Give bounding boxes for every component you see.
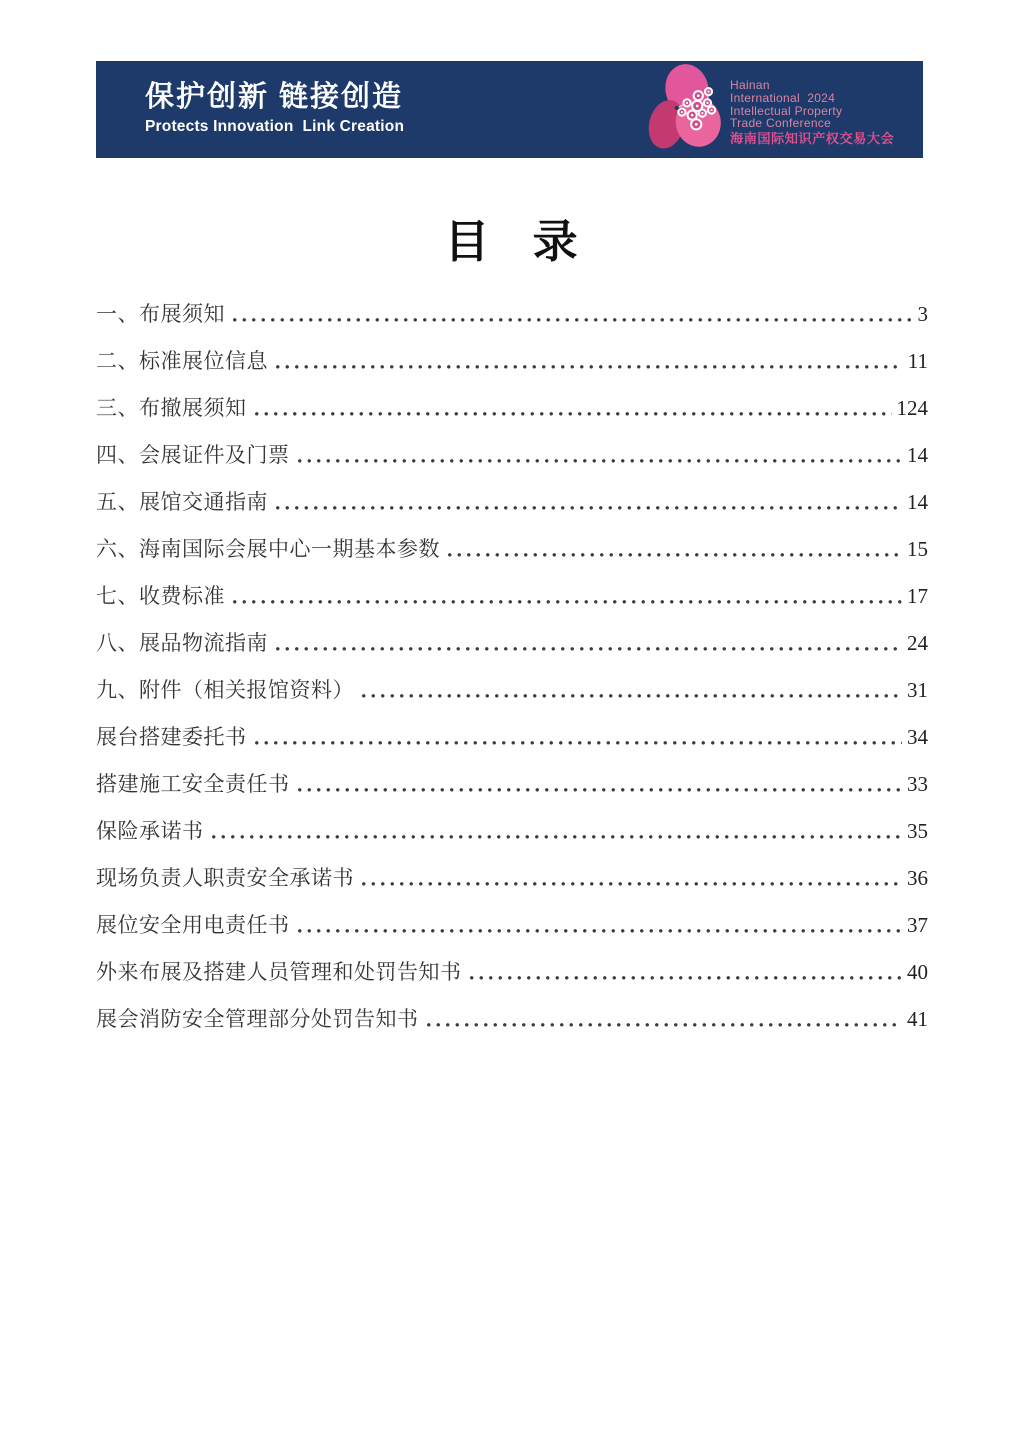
toc-entry-label: 五、展馆交通指南 (96, 490, 268, 514)
toc-entry-label: 七、收费标准 (96, 584, 225, 608)
toc-entry[interactable] (96, 855, 928, 902)
toc-entry-page: 124 (896, 396, 928, 420)
toc-entry[interactable] (96, 432, 928, 479)
slogan-chinese: 保护创新 链接创造 (145, 81, 404, 113)
toc-entry-page: 3 (917, 302, 928, 326)
toc-entry-page: 14 (907, 443, 928, 467)
header-banner (96, 61, 923, 158)
logo-text-line2: International 2024 (730, 90, 836, 105)
toc-entry-label: 九、附件（相关报馆资料） (96, 678, 354, 702)
toc-entry-label: 现场负责人职责安全承诺书 (96, 866, 354, 890)
toc-entry[interactable] (96, 996, 928, 1043)
toc-entry[interactable] (96, 338, 928, 385)
toc-entry-page: 11 (907, 349, 928, 373)
toc-entry-page: 33 (907, 772, 928, 796)
toc-entry[interactable] (96, 808, 928, 855)
toc-entry-label: 四、会展证件及门票 (96, 443, 290, 467)
toc-entry-page: 15 (907, 537, 928, 561)
toc-entry[interactable] (96, 385, 928, 432)
logo-text-line4: Trade Conference (730, 116, 832, 131)
toc-entry[interactable] (96, 620, 928, 667)
toc-leader-dots (251, 398, 892, 420)
slogan-english: Protects Innovation Link Creation (145, 117, 405, 135)
toc-leader-dots (294, 915, 903, 937)
toc-entry-page: 17 (907, 584, 928, 608)
toc-entry-page: 41 (907, 1007, 928, 1031)
toc-entry-page: 35 (907, 819, 928, 843)
conference-logo-text (730, 63, 894, 146)
toc-entry-label: 展会消防安全管理部分处罚告知书 (96, 1007, 419, 1031)
toc-entry-label: 三、布撤展须知 (96, 396, 247, 420)
toc-leader-dots (229, 586, 902, 608)
toc-entry[interactable] (96, 902, 928, 949)
toc-entry-label: 二、标准展位信息 (96, 349, 268, 373)
toc-entry-page: 31 (907, 678, 928, 702)
toc-entry-page: 36 (907, 866, 928, 890)
toc-leader-dots (272, 492, 902, 514)
logo-text-line1: Hainan (730, 78, 770, 92)
toc-entry[interactable] (96, 761, 928, 808)
toc-entry-label: 展位安全用电责任书 (96, 913, 290, 937)
toc-entry-page: 34 (907, 725, 928, 749)
toc-entry[interactable] (96, 667, 928, 714)
toc-leader-dots (272, 351, 903, 373)
header-slogan (145, 82, 404, 136)
toc-leader-dots (358, 868, 902, 890)
toc-entry-label: 六、海南国际会展中心一期基本参数 (96, 537, 440, 561)
toc-entry-label: 保险承诺书 (96, 819, 204, 843)
toc-leader-dots (423, 1009, 903, 1031)
toc-leader-dots (272, 633, 902, 655)
toc-leader-dots (444, 539, 902, 561)
toc-entry-label: 一、布展须知 (96, 302, 225, 326)
toc-leader-dots (251, 727, 903, 749)
toc-entry-page: 40 (907, 960, 928, 984)
toc-entry[interactable] (96, 573, 928, 620)
toc-entry-page: 14 (907, 490, 928, 514)
toc-entry-label: 外来布展及搭建人员管理和处罚告知书 (96, 960, 462, 984)
toc-entry-label: 展台搭建委托书 (96, 725, 247, 749)
toc-list (96, 291, 928, 1043)
logo-text-line3: Intellectual Property (730, 103, 843, 118)
toc-entry-page: 24 (907, 631, 928, 655)
toc-entry-label: 搭建施工安全责任书 (96, 772, 290, 796)
toc-leader-dots (208, 821, 903, 843)
toc-entry-page: 37 (907, 913, 928, 937)
toc-leader-dots (294, 774, 903, 796)
toc-entry[interactable] (96, 714, 928, 761)
toc-entry[interactable] (96, 291, 928, 338)
toc-entry[interactable] (96, 526, 928, 573)
toc-leader-dots (229, 304, 913, 326)
page-title: 目 录 (444, 217, 580, 267)
toc-entry[interactable] (96, 949, 928, 996)
toc-leader-dots (294, 445, 903, 467)
toc-entry[interactable] (96, 479, 928, 526)
toc-entry-label: 八、展品物流指南 (96, 631, 268, 655)
toc-leader-dots (358, 680, 902, 702)
conference-logo (646, 63, 894, 155)
toc-leader-dots (466, 962, 903, 984)
logo-text-chinese: 海南国际知识产权交易大会 (730, 131, 895, 147)
flower-molecule-icon (646, 63, 726, 155)
